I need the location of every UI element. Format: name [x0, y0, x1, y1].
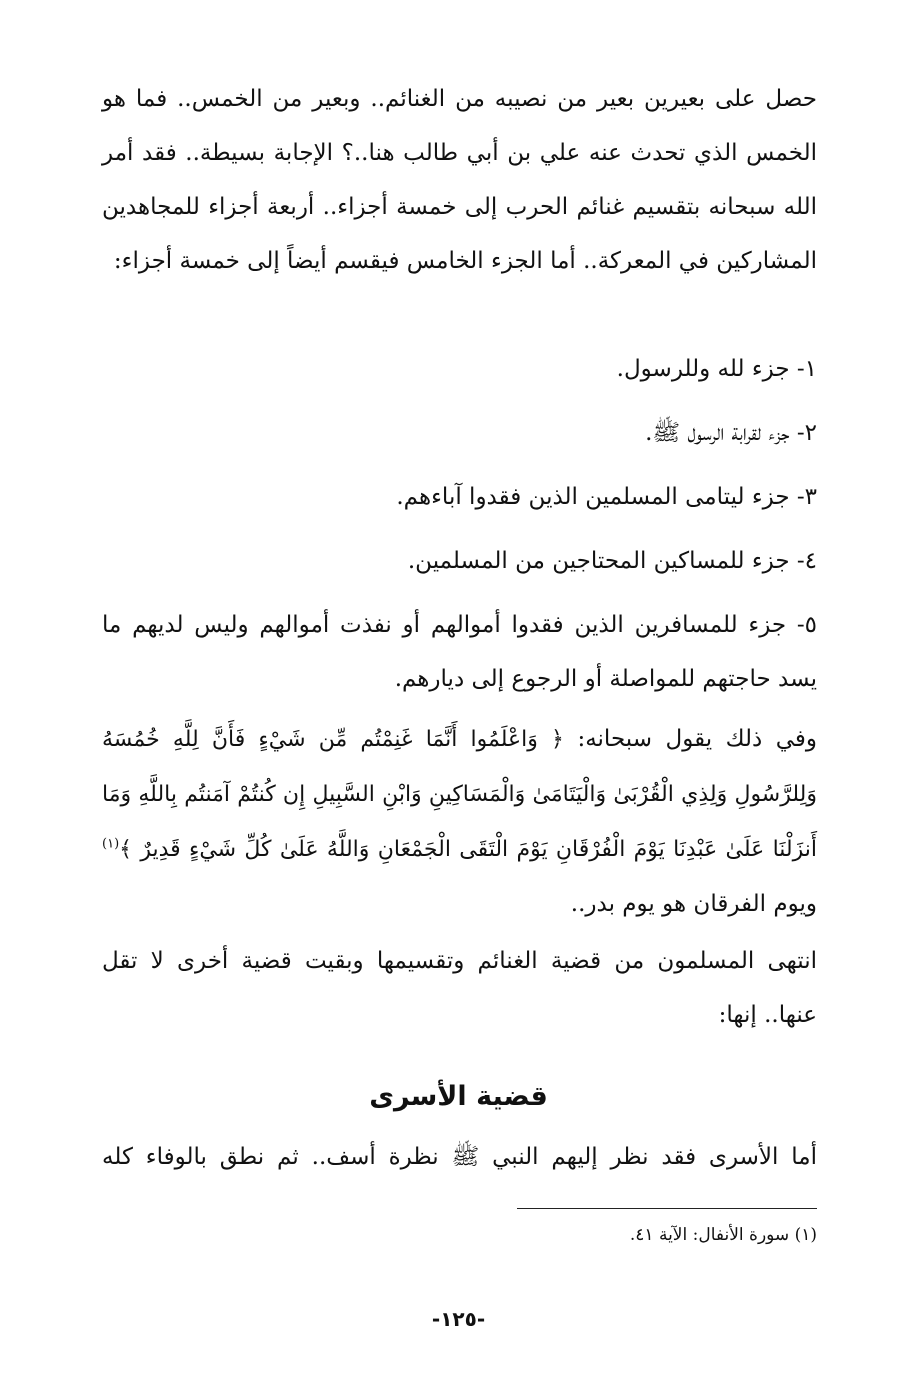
list-item: ٤- جزء للمساكين المحتاجين من المسلمين. [407, 548, 817, 574]
list-item: ٢- جزء لقرابة الرسول ﷺ. [645, 420, 817, 446]
paragraph-prisoners: أما الأسرى فقد نظر إليهم النبي ﷺ نظرة أسف.. ثم نطق بالوفاء كله [102, 1144, 817, 1170]
footnote-divider [517, 1208, 817, 1209]
paragraph-spoils-explanation: حصل على بعيرين بعير من نصيبه من الغنائم.. وبعير من الخمس.. فما هو الخمس الذي تحدث عنه علي بن أبي طالب هنا..؟ الإجابة بسيطة.. فقد أمر الله سبحانه بتقسيم غنائم الحرب إلى خمسة أجزاء.. أربعة أجزاء للمجاهدين المشاركين في المعركة.. أما الجزء الخامس فيقسم أيضاً إلى خمسة أجزاء: [102, 86, 817, 274]
paragraph-transition: انتهى المسلمون من قضية الغنائم وتقسيمها وبقيت قضية أخرى لا تقل عنها.. إنها: [102, 948, 817, 1028]
quran-verse: ﴿ وَاعْلَمُوا أَنَّمَا غَنِمْتُم مِّن شَيْءٍ فَأَنَّ لِلَّهِ خُمُسَهُ وَلِلرَّسُولِ وَلِذِي الْقُرْبَىٰ وَالْيَتَامَىٰ وَالْمَسَاكِينِ وَابْنِ السَّبِيلِ إِن كُنتُمْ آمَنتُم بِاللَّهِ وَمَا أَنزَلْنَا عَلَىٰ عَبْدِنَا يَوْمَ الْفُرْقَانِ يَوْمَ الْتَقَى الْجَمْعَانِ وَاللَّهُ عَلَىٰ كُلِّ شَيْءٍ قَدِيرٌ ﴾ [102, 727, 817, 862]
verse-intro: وفي ذلك يقول سبحانه: [577, 726, 818, 752]
page-number: -١٢٥- [431, 1307, 486, 1331]
section-heading: قضية الأسرى [369, 1081, 548, 1112]
list-item: ١- جزء لله وللرسول. [616, 356, 817, 382]
verse-explanation: ويوم الفرقان هو يوم بدر.. [570, 891, 817, 917]
footnote: (١) سورة الأنفال: الآية ٤١. [629, 1225, 817, 1245]
fifth-division-list [102, 342, 817, 716]
footnote-reference: (١) [102, 836, 120, 852]
list-item: ٣- جزء ليتامى المسلمين الذين فقدوا آباءهم. [396, 484, 817, 510]
paragraph-quran-verse [102, 712, 817, 931]
list-item: ٥- جزء للمسافرين الذين فقدوا أموالهم أو نفذت أموالهم وليس لديهم ما يسد حاجتهم للمواصلة أو الرجوع إلى ديارهم. [102, 612, 817, 692]
